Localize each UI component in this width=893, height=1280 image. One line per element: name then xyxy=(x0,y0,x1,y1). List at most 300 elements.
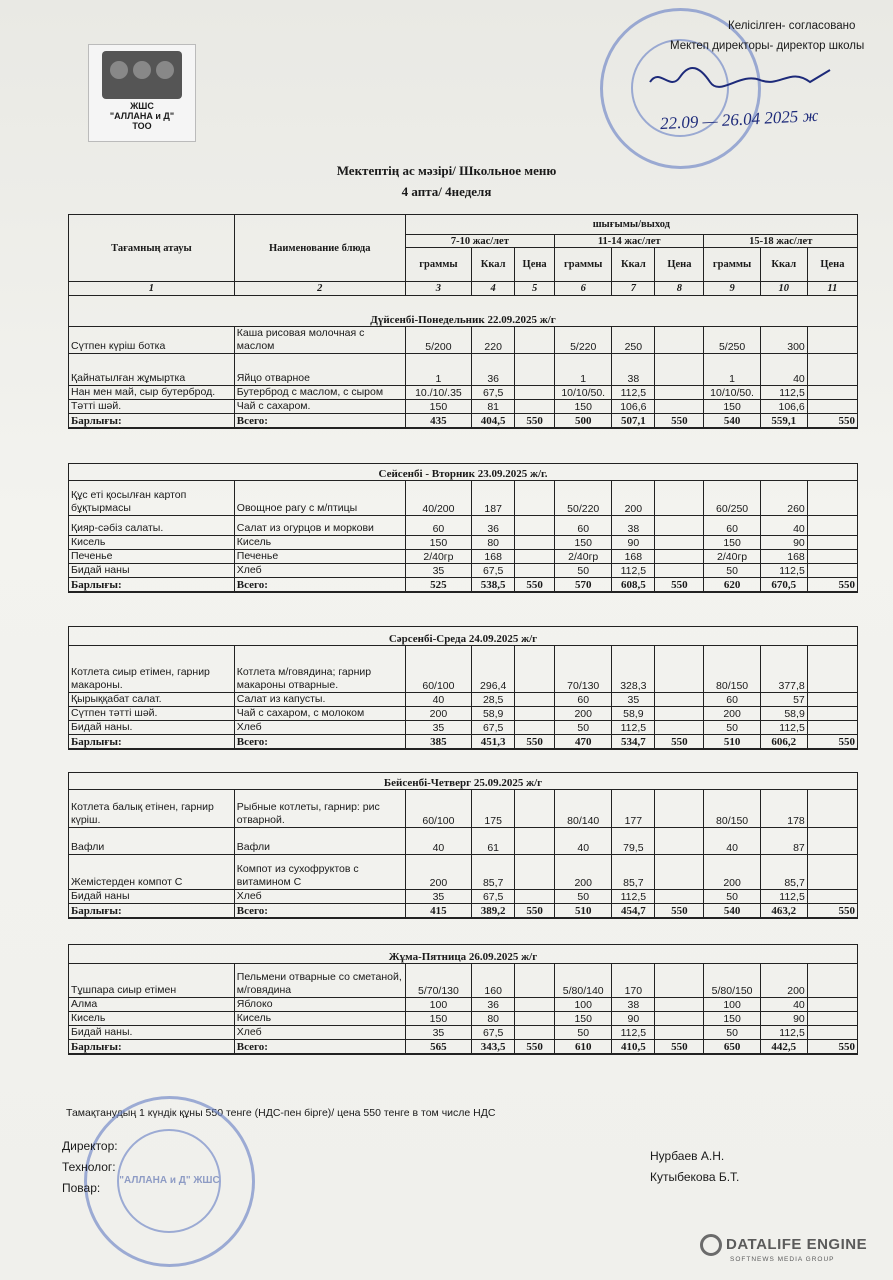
col-header-kcal: Ккал xyxy=(472,248,515,282)
watermark xyxy=(700,1234,867,1263)
cell-g2: 2/40гр xyxy=(555,550,612,564)
cell-g3: 40 xyxy=(704,828,760,855)
approval-date: 22.09 — 26.04 2025 ж xyxy=(659,105,819,134)
cell-k2: 112,5 xyxy=(612,564,655,578)
table-row xyxy=(69,564,858,578)
cell-p3 xyxy=(807,354,857,386)
cell-p2 xyxy=(655,536,704,550)
watermark-subtitle: SOFTNEWS MEDIA GROUP xyxy=(730,1256,835,1263)
cell-p2 xyxy=(655,1012,704,1026)
cell-g3: 50 xyxy=(704,721,760,735)
cell-p1 xyxy=(515,516,555,536)
cell-p1 xyxy=(515,964,555,998)
cell-k2: 90 xyxy=(612,536,655,550)
staff-name-1: Нурбаев А.Н. xyxy=(650,1149,725,1163)
cell-g2: 10/10/50. xyxy=(555,386,612,400)
table-row xyxy=(69,828,858,855)
cell-k1: 36 xyxy=(472,998,515,1012)
dish-name-ru: Хлеб xyxy=(234,890,405,904)
cell-p3 xyxy=(807,386,857,400)
director-signature-icon xyxy=(640,62,840,98)
cell-g2: 5/220 xyxy=(555,327,612,354)
dish-name-ru: Кисель xyxy=(234,536,405,550)
table-row xyxy=(69,964,858,998)
dish-name-kz: Құс еті қосылған картоп бұқтырмасы xyxy=(69,481,235,516)
col-header-output: шығымы/выход xyxy=(405,215,857,235)
dish-name-ru: Чай с сахаром, с молоком xyxy=(234,707,405,721)
cell-k3: 90 xyxy=(760,1012,807,1026)
cell-g1: 60/100 xyxy=(405,790,472,828)
total-k3: 606,2 xyxy=(760,735,807,749)
dish-name-kz: Печенье xyxy=(69,550,235,564)
total-k1: 538,5 xyxy=(472,578,515,592)
cell-g2: 50 xyxy=(555,564,612,578)
total-ru: Всего: xyxy=(234,578,405,592)
total-row xyxy=(69,904,858,918)
col-header-price: Цена xyxy=(807,248,857,282)
cell-g1: 200 xyxy=(405,855,472,890)
dish-name-ru: Хлеб xyxy=(234,721,405,735)
cell-k3: 87 xyxy=(760,828,807,855)
cell-p3 xyxy=(807,693,857,707)
approval-label: Келісілген- согласовано xyxy=(728,20,856,32)
dish-name-kz: Бидай наны. xyxy=(69,1026,235,1040)
dish-name-kz: Котлета балық етінен, гарнир күріш. xyxy=(69,790,235,828)
cell-k1: 36 xyxy=(472,516,515,536)
total-p3: 550 xyxy=(807,904,857,918)
total-p3: 550 xyxy=(807,414,857,428)
cell-g2: 100 xyxy=(555,998,612,1012)
cell-k2: 58,9 xyxy=(612,707,655,721)
cell-k3: 300 xyxy=(760,327,807,354)
total-p1: 550 xyxy=(515,1040,555,1054)
cell-k3: 260 xyxy=(760,481,807,516)
total-k3: 463,2 xyxy=(760,904,807,918)
col-index: 10 xyxy=(760,282,807,296)
cell-k1: 168 xyxy=(472,550,515,564)
cell-g2: 1 xyxy=(555,354,612,386)
col-index: 1 xyxy=(69,282,235,296)
cell-p1 xyxy=(515,1026,555,1040)
total-ru: Всего: xyxy=(234,1040,405,1054)
cell-g3: 10/10/50. xyxy=(704,386,760,400)
cell-k2: 170 xyxy=(612,964,655,998)
cell-p1 xyxy=(515,327,555,354)
total-ru: Всего: xyxy=(234,735,405,749)
table-row xyxy=(69,855,858,890)
table-row xyxy=(69,790,858,828)
dish-name-ru: Каша рисовая молочная с маслом xyxy=(234,327,405,354)
total-row xyxy=(69,1040,858,1054)
menu-table-tuesday xyxy=(68,463,858,593)
cell-k1: 61 xyxy=(472,828,515,855)
cell-k1: 80 xyxy=(472,1012,515,1026)
total-p1: 550 xyxy=(515,735,555,749)
cell-k2: 112,5 xyxy=(612,1026,655,1040)
table-row xyxy=(69,400,858,414)
col-header-ru: Наименование блюда xyxy=(234,215,405,282)
cell-p1 xyxy=(515,481,555,516)
cell-p3 xyxy=(807,964,857,998)
dish-name-ru: Хлеб xyxy=(234,1026,405,1040)
cell-k1: 80 xyxy=(472,536,515,550)
cell-g3: 80/150 xyxy=(704,646,760,693)
cell-p3 xyxy=(807,481,857,516)
total-kz: Барлығы: xyxy=(69,1040,235,1054)
dish-name-ru: Кисель xyxy=(234,1012,405,1026)
cell-p3 xyxy=(807,790,857,828)
cell-k1: 36 xyxy=(472,354,515,386)
cell-p2 xyxy=(655,964,704,998)
day-title: Сәрсенбі-Среда 24.09.2025 ж/г xyxy=(69,627,858,646)
table-row xyxy=(69,693,858,707)
dish-name-kz: Нан мен май, сыр бутерброд. xyxy=(69,386,235,400)
cell-k2: 112,5 xyxy=(612,386,655,400)
dish-name-kz: Вафли xyxy=(69,828,235,855)
col-header-price: Цена xyxy=(515,248,555,282)
cell-k3: 200 xyxy=(760,964,807,998)
col-header-age3: 15-18 жас/лет xyxy=(704,235,858,248)
cell-p1 xyxy=(515,536,555,550)
price-note: Тамақтанудың 1 күндік құны 550 тенге (НДС-пен бірге)/ цена 550 тенге в том числе НДС xyxy=(66,1107,496,1119)
dish-name-ru: Пельмени отварные со сметаной, м/говядина xyxy=(234,964,405,998)
dish-name-kz: Жемістерден компот С xyxy=(69,855,235,890)
cell-k2: 35 xyxy=(612,693,655,707)
cell-g3: 150 xyxy=(704,400,760,414)
cell-k3: 112,5 xyxy=(760,386,807,400)
cell-k1: 175 xyxy=(472,790,515,828)
page-title: Мектептің ас мәзірі/ Школьное меню xyxy=(336,163,557,178)
total-kz: Барлығы: xyxy=(69,578,235,592)
cell-g1: 100 xyxy=(405,998,472,1012)
cell-p2 xyxy=(655,707,704,721)
cell-g2: 5/80/140 xyxy=(555,964,612,998)
cell-g3: 50 xyxy=(704,564,760,578)
dish-name-kz: Котлета сиыр етімен, гарнир макароны. xyxy=(69,646,235,693)
total-p1: 550 xyxy=(515,578,555,592)
cell-g1: 40 xyxy=(405,828,472,855)
cell-k3: 58,9 xyxy=(760,707,807,721)
total-row xyxy=(69,578,858,592)
col-header-grams: граммы xyxy=(405,248,472,282)
cell-p3 xyxy=(807,550,857,564)
dish-name-kz: Тәтті шәй. xyxy=(69,400,235,414)
cell-p2 xyxy=(655,354,704,386)
total-g2: 500 xyxy=(555,414,612,428)
cell-p2 xyxy=(655,564,704,578)
cell-p2 xyxy=(655,646,704,693)
cell-p2 xyxy=(655,998,704,1012)
menu-table-monday xyxy=(68,214,858,429)
total-k2: 608,5 xyxy=(612,578,655,592)
cell-g2: 150 xyxy=(555,400,612,414)
menu-table-thursday xyxy=(68,772,858,919)
cell-g2: 50 xyxy=(555,721,612,735)
cell-g1: 200 xyxy=(405,707,472,721)
cell-k2: 177 xyxy=(612,790,655,828)
col-header-kcal: Ккал xyxy=(612,248,655,282)
table-row xyxy=(69,646,858,693)
menu-table-friday xyxy=(68,944,858,1055)
total-k2: 454,7 xyxy=(612,904,655,918)
cell-g2: 40 xyxy=(555,828,612,855)
cell-g2: 60 xyxy=(555,693,612,707)
cell-k2: 38 xyxy=(612,516,655,536)
cell-p3 xyxy=(807,828,857,855)
cell-g3: 150 xyxy=(704,536,760,550)
total-g3: 510 xyxy=(704,735,760,749)
total-k1: 404,5 xyxy=(472,414,515,428)
cell-p3 xyxy=(807,707,857,721)
cell-g1: 2/40гр xyxy=(405,550,472,564)
cell-k3: 40 xyxy=(760,354,807,386)
total-p2: 550 xyxy=(655,1040,704,1054)
cell-p1 xyxy=(515,828,555,855)
cell-g3: 60/250 xyxy=(704,481,760,516)
cell-k3: 112,5 xyxy=(760,890,807,904)
total-k2: 534,7 xyxy=(612,735,655,749)
cell-p1 xyxy=(515,693,555,707)
cell-k2: 200 xyxy=(612,481,655,516)
day-title: Бейсенбі-Четверг 25.09.2025 ж/г xyxy=(69,773,858,790)
role-director: Директор: xyxy=(62,1139,118,1153)
day-title: Жұма-Пятница 26.09.2025 ж/г xyxy=(69,945,858,964)
cell-k1: 160 xyxy=(472,964,515,998)
day-title: Дүйсенбі-Понедельник 22.09.2025 ж/г xyxy=(69,296,858,327)
cell-g2: 70/130 xyxy=(555,646,612,693)
cell-p1 xyxy=(515,790,555,828)
page-subtitle: 4 апта/ 4неделя xyxy=(401,184,492,199)
cell-p2 xyxy=(655,890,704,904)
col-index: 6 xyxy=(555,282,612,296)
role-technologist: Технолог: xyxy=(62,1160,116,1174)
total-g2: 510 xyxy=(555,904,612,918)
staff-roles xyxy=(62,1136,118,1199)
cell-k1: 187 xyxy=(472,481,515,516)
cell-g1: 150 xyxy=(405,400,472,414)
logo-text-3: ТОО xyxy=(132,121,152,131)
cell-p1 xyxy=(515,550,555,564)
cell-k1: 81 xyxy=(472,400,515,414)
cell-k2: 328,3 xyxy=(612,646,655,693)
cell-p2 xyxy=(655,516,704,536)
logo-text-1: ЖШС xyxy=(130,101,154,111)
cell-p3 xyxy=(807,327,857,354)
table-row xyxy=(69,998,858,1012)
cell-g3: 2/40гр xyxy=(704,550,760,564)
col-header-age1: 7-10 жас/лет xyxy=(405,235,554,248)
col-index: 11 xyxy=(807,282,857,296)
cell-k1: 85,7 xyxy=(472,855,515,890)
dish-name-ru: Яйцо отварное xyxy=(234,354,405,386)
col-header-grams: граммы xyxy=(704,248,760,282)
cell-p1 xyxy=(515,400,555,414)
total-g2: 470 xyxy=(555,735,612,749)
cell-g1: 35 xyxy=(405,564,472,578)
col-header-kcal: Ккал xyxy=(760,248,807,282)
cell-k2: 106,6 xyxy=(612,400,655,414)
cell-p1 xyxy=(515,998,555,1012)
table-row xyxy=(69,536,858,550)
role-cook: Повар: xyxy=(62,1181,101,1195)
dish-name-ru: Рыбные котлеты, гарнир: рис отварной. xyxy=(234,790,405,828)
cell-p3 xyxy=(807,646,857,693)
cell-k2: 90 xyxy=(612,1012,655,1026)
menu-table-wednesday xyxy=(68,626,858,750)
total-k2: 410,5 xyxy=(612,1040,655,1054)
cell-k3: 85,7 xyxy=(760,855,807,890)
watermark-name: DATALIFE ENGINE xyxy=(726,1236,868,1254)
dish-name-kz: Сүтпен тәтті шәй. xyxy=(69,707,235,721)
col-index: 7 xyxy=(612,282,655,296)
cell-p1 xyxy=(515,646,555,693)
cell-g3: 150 xyxy=(704,1012,760,1026)
cell-g1: 150 xyxy=(405,536,472,550)
dish-name-kz: Қияр-сәбіз салаты. xyxy=(69,516,235,536)
cell-g3: 200 xyxy=(704,707,760,721)
cell-g2: 150 xyxy=(555,1012,612,1026)
total-g1: 525 xyxy=(405,578,472,592)
cell-p2 xyxy=(655,550,704,564)
cell-k3: 57 xyxy=(760,693,807,707)
dish-name-ru: Бутерброд с маслом, с сыром xyxy=(234,386,405,400)
staff-name-2: Кутыбекова Б.Т. xyxy=(650,1170,740,1184)
total-row xyxy=(69,735,858,749)
total-k3: 442,5 xyxy=(760,1040,807,1054)
cell-p3 xyxy=(807,400,857,414)
cell-k1: 220 xyxy=(472,327,515,354)
cell-k2: 250 xyxy=(612,327,655,354)
dish-name-ru: Чай с сахаром. xyxy=(234,400,405,414)
cell-g1: 35 xyxy=(405,721,472,735)
table-row xyxy=(69,707,858,721)
cell-g1: 40/200 xyxy=(405,481,472,516)
total-ru: Всего: xyxy=(234,904,405,918)
cell-k2: 112,5 xyxy=(612,721,655,735)
cell-g1: 5/70/130 xyxy=(405,964,472,998)
cell-g3: 5/80/150 xyxy=(704,964,760,998)
cell-k1: 67,5 xyxy=(472,1026,515,1040)
table-row xyxy=(69,721,858,735)
dish-name-kz: Бидай наны xyxy=(69,564,235,578)
total-g3: 540 xyxy=(704,904,760,918)
approval-block xyxy=(670,16,865,56)
col-header-grams: граммы xyxy=(555,248,612,282)
approval-director-label: Мектеп директоры- директор школы xyxy=(670,40,865,52)
cell-g2: 80/140 xyxy=(555,790,612,828)
cell-k2: 38 xyxy=(612,998,655,1012)
dish-name-ru: Печенье xyxy=(234,550,405,564)
total-k3: 559,1 xyxy=(760,414,807,428)
dish-name-ru: Компот из сухофруктов с витамином С xyxy=(234,855,405,890)
cell-g3: 100 xyxy=(704,998,760,1012)
logo-image-icon xyxy=(102,51,182,99)
col-index: 2 xyxy=(234,282,405,296)
cell-k3: 178 xyxy=(760,790,807,828)
total-g2: 610 xyxy=(555,1040,612,1054)
cell-k1: 296,4 xyxy=(472,646,515,693)
cell-p3 xyxy=(807,890,857,904)
total-p2: 550 xyxy=(655,904,704,918)
cell-p3 xyxy=(807,998,857,1012)
table-row xyxy=(69,354,858,386)
company-stamp-text: "АЛЛАНА и Д" ЖШС xyxy=(119,1174,220,1186)
cell-p1 xyxy=(515,855,555,890)
cell-g3: 200 xyxy=(704,855,760,890)
col-header-age2: 11-14 жас/лет xyxy=(555,235,704,248)
cell-g2: 60 xyxy=(555,516,612,536)
cell-k3: 106,6 xyxy=(760,400,807,414)
table-row xyxy=(69,1012,858,1026)
cell-k2: 112,5 xyxy=(612,890,655,904)
total-p2: 550 xyxy=(655,414,704,428)
total-g2: 570 xyxy=(555,578,612,592)
cell-k1: 67,5 xyxy=(472,721,515,735)
cell-k1: 67,5 xyxy=(472,386,515,400)
cell-p2 xyxy=(655,693,704,707)
cell-p2 xyxy=(655,721,704,735)
cell-p2 xyxy=(655,790,704,828)
total-p2: 550 xyxy=(655,735,704,749)
total-g1: 415 xyxy=(405,904,472,918)
dish-name-kz: Бидай наны. xyxy=(69,721,235,735)
total-k1: 343,5 xyxy=(472,1040,515,1054)
cell-k3: 377,8 xyxy=(760,646,807,693)
dish-name-ru: Салат из капусты. xyxy=(234,693,405,707)
cell-p3 xyxy=(807,564,857,578)
cell-p1 xyxy=(515,564,555,578)
cell-p3 xyxy=(807,536,857,550)
col-index: 4 xyxy=(472,282,515,296)
dish-name-kz: Тұшпара сиыр етімен xyxy=(69,964,235,998)
total-k2: 507,1 xyxy=(612,414,655,428)
dish-name-ru: Яблоко xyxy=(234,998,405,1012)
col-index: 5 xyxy=(515,282,555,296)
dish-name-ru: Котлета м/говядина; гарнир макароны отварные. xyxy=(234,646,405,693)
total-p3: 550 xyxy=(807,1040,857,1054)
cell-p3 xyxy=(807,516,857,536)
total-row xyxy=(69,414,858,428)
total-k1: 451,3 xyxy=(472,735,515,749)
cell-p2 xyxy=(655,855,704,890)
cell-p1 xyxy=(515,890,555,904)
cell-k1: 28,5 xyxy=(472,693,515,707)
logo-text-2: "АЛЛАНА и Д" xyxy=(109,111,175,121)
cell-k3: 112,5 xyxy=(760,721,807,735)
company-logo xyxy=(88,44,196,142)
cell-g2: 50/220 xyxy=(555,481,612,516)
cell-k2: 38 xyxy=(612,354,655,386)
cell-g2: 50 xyxy=(555,1026,612,1040)
cell-p1 xyxy=(515,721,555,735)
dish-name-ru: Овощное рагу с м/птицы xyxy=(234,481,405,516)
cell-k2: 79,5 xyxy=(612,828,655,855)
day-title: Сейсенбі - Вторник 23.09.2025 ж/г. xyxy=(69,464,858,481)
total-k1: 389,2 xyxy=(472,904,515,918)
cell-p1 xyxy=(515,386,555,400)
cell-g1: 35 xyxy=(405,1026,472,1040)
cell-k3: 90 xyxy=(760,536,807,550)
dish-name-kz: Алма xyxy=(69,998,235,1012)
staff-names xyxy=(650,1146,739,1188)
col-index: 8 xyxy=(655,282,704,296)
total-p1: 550 xyxy=(515,904,555,918)
cell-k1: 67,5 xyxy=(472,564,515,578)
total-g1: 565 xyxy=(405,1040,472,1054)
cell-g2: 200 xyxy=(555,855,612,890)
total-g3: 650 xyxy=(704,1040,760,1054)
cell-g3: 50 xyxy=(704,890,760,904)
